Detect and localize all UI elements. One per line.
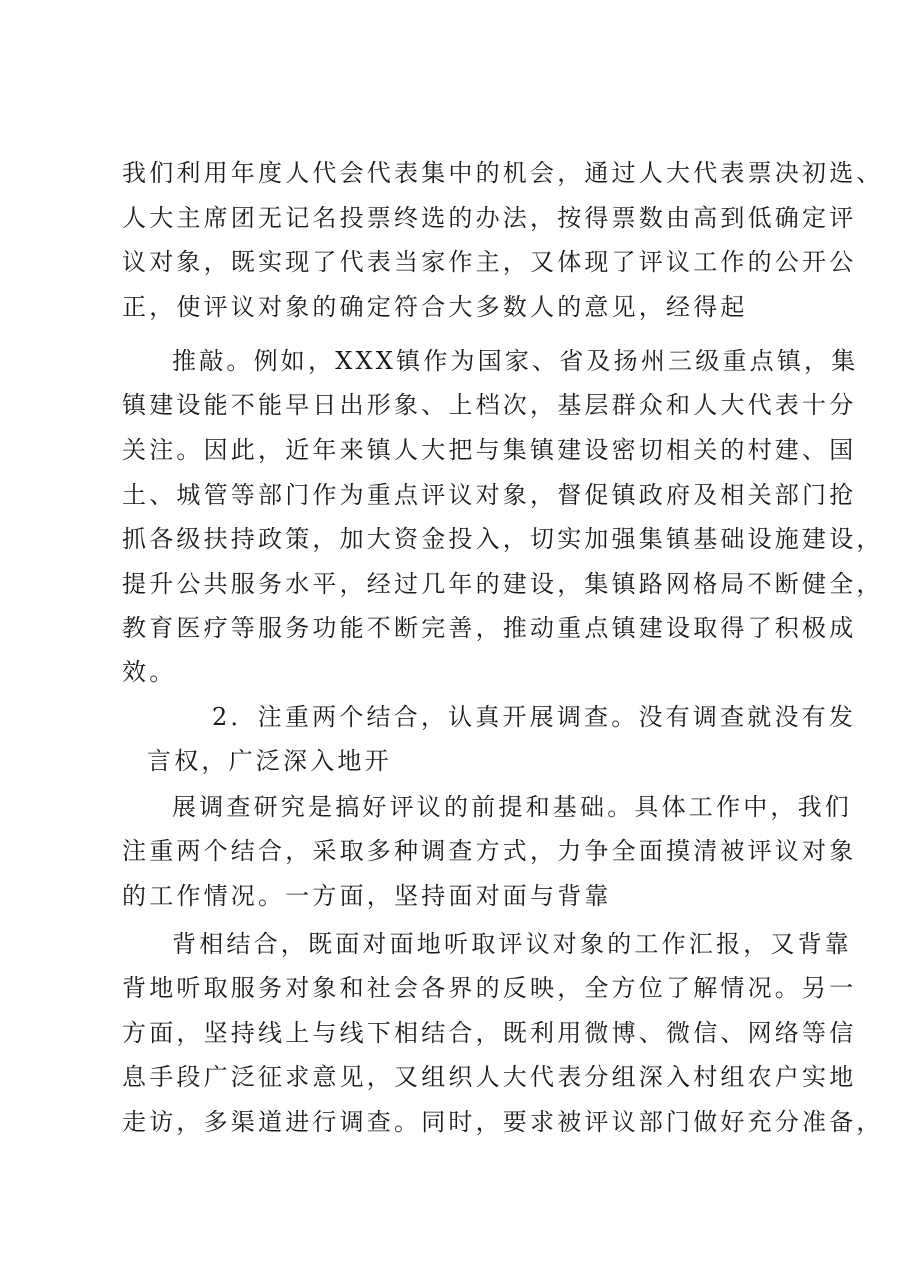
text-line: 提升公共服务水平，经过几年的建设，集镇路网格局不断健全，: [122, 570, 884, 598]
text-line: 人大主席团无记名投票终选的办法，按得票数由高到低确定评: [122, 204, 857, 232]
text-line: 背相结合，既面对面地听取评议对象的工作汇报，又背靠: [172, 930, 852, 958]
text-line: 关注。因此，近年来镇人大把与集镇建设密切相关的村建、国: [122, 436, 857, 464]
text-line: 议对象，既实现了代表当家作主，又体现了评议工作的公开公: [122, 248, 857, 276]
text-line: 效。: [122, 658, 177, 686]
text-line: 展调查研究是搞好评议的前提和基础。具体工作中，我们: [172, 793, 852, 821]
text-line: 土、城管等部门作为重点评议对象，督促镇政府及相关部门抢: [122, 481, 857, 509]
section-heading-line: 言权，广泛深入地开: [147, 747, 392, 775]
text-line: 方面，坚持线上与线下相结合，既利用微博、微信、网络等信: [122, 1019, 857, 1047]
text-line: 注重两个结合，采取多种调查方式，力争全面摸清被评议对象: [122, 837, 857, 865]
text-line: 抓各级扶持政策，加大资金投入，切实加强集镇基础设施建设，: [122, 525, 884, 553]
text-line: 走访，多渠道进行调查。同时，要求被评议部门做好充分准备，: [122, 1108, 884, 1136]
text-line: 我们利用年度人代会代表集中的机会，通过人大代表票决初选、: [122, 159, 884, 187]
text-line: 息手段广泛征求意见，又组织人大代表分组深入村组农户实地: [122, 1063, 857, 1091]
text-line: 推敲。例如，XXX镇作为国家、省及扬州三级重点镇，集: [172, 347, 859, 375]
text-line: 正，使评议对象的确定符合大多数人的意见，经得起: [122, 293, 748, 321]
text-line: 教育医疗等服务功能不断完善，推动重点镇建设取得了积极成: [122, 614, 857, 642]
section-heading-line: 2．注重两个结合，认真开展调查。没有调查就没有发: [212, 703, 857, 731]
text-line: 镇建设能不能早日出形象、上档次，基层群众和人大代表十分: [122, 391, 857, 419]
text-line: 背地听取服务对象和社会各界的反映，全方位了解情况。另一: [122, 974, 857, 1002]
text-line: 的工作情况。一方面，坚持面对面与背靠: [122, 882, 612, 910]
